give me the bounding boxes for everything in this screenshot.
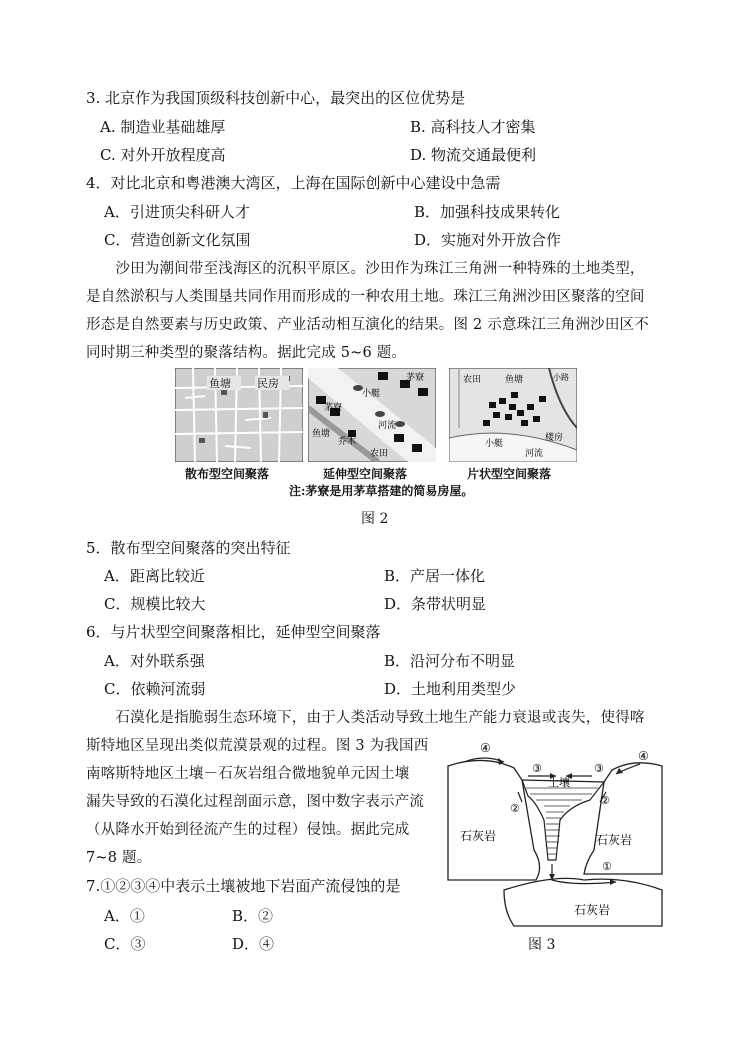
fig2-label-hut-2: 茅寮 bbox=[324, 403, 343, 413]
karst-profile-diagram bbox=[444, 740, 668, 928]
q3-option-b: B. 高科技人才密集 bbox=[410, 118, 536, 136]
q4-option-d: D．实施对外开放合作 bbox=[414, 231, 562, 249]
fig3-label-limestone-bottom: 石灰岩 bbox=[574, 903, 611, 917]
fig2-caption-patchy: 片状型空间聚落 bbox=[467, 467, 552, 481]
q7-option-a: A．① bbox=[104, 907, 145, 925]
fig2-note: 注:茅寮是用茅草搭建的简易房屋。 bbox=[289, 484, 474, 498]
passage-line: 石漠化是指脆弱生态环境下，由于人类活动导致土地生产能力衰退或丧失，使得喀 bbox=[86, 710, 645, 726]
fig2-label-fishpond: 鱼塘 bbox=[209, 377, 231, 390]
q7-stem: 7.①②③④中表示土壤被地下岩面产流侵蚀的是 bbox=[86, 877, 401, 895]
fig3p-label-boat: 小艇 bbox=[485, 439, 504, 449]
fig3-label-limestone-left: 石灰岩 bbox=[460, 829, 497, 843]
fig3p-label-fishpond: 鱼塘 bbox=[505, 375, 524, 385]
fig3-label-soil: 土壤 bbox=[548, 776, 570, 789]
fig3p-label-building: 楼房 bbox=[545, 433, 564, 443]
fig3-label-4-left: ④ bbox=[480, 741, 491, 755]
q6-stem: 6．与片状型空间聚落相比，延伸型空间聚落 bbox=[86, 623, 381, 641]
fig3-label-3-left: ③ bbox=[532, 762, 542, 775]
q5-option-a: A．距离比较近 bbox=[104, 567, 205, 585]
q6-option-b: B．沿河分布不明显 bbox=[384, 652, 516, 670]
q3-option-c: C. 对外开放程度高 bbox=[100, 146, 226, 164]
q6-option-a: A．对外联系强 bbox=[104, 652, 205, 670]
fig3-label-3-right: ③ bbox=[594, 762, 604, 775]
passage-line: （从降水开始到径流产生的过程）侵蚀。据此完成 bbox=[86, 822, 410, 838]
q5-option-b: B．产居一体化 bbox=[384, 567, 486, 585]
fig2-caption-scattered: 散布型空间聚落 bbox=[185, 467, 270, 481]
fig2-title: 图 2 bbox=[361, 511, 389, 527]
fig3-label-limestone-right: 石灰岩 bbox=[596, 833, 633, 847]
passage-shatian bbox=[86, 255, 666, 367]
passage-line: 漏失导致的石漠化过程剖面示意，图中数字表示产流 bbox=[86, 794, 425, 810]
passage-line: 斯特地区呈现出类似荒漠景观的过程。图 3 为我国西 bbox=[86, 738, 429, 754]
q4-option-b: B．加强科技成果转化 bbox=[414, 203, 561, 221]
fig3-label-1: ① bbox=[602, 860, 612, 873]
fig2-label-boat: 小艇 bbox=[362, 389, 381, 399]
q5-option-d: D．条带状明显 bbox=[384, 595, 487, 613]
fig2-label-hut-1: 茅寮 bbox=[406, 373, 425, 383]
q6-option-c: C．依赖河流弱 bbox=[104, 680, 206, 698]
fig2-caption-extended: 延伸型空间聚落 bbox=[323, 467, 408, 481]
passage-line: 沙田为潮间带至浅海区的沉积平原区。沙田作为珠江三角洲一种特殊的土地类型， bbox=[86, 261, 645, 277]
extended-settlement-map bbox=[308, 368, 436, 462]
q4-option-a: A．引进顶尖科研人才 bbox=[104, 203, 250, 221]
scattered-settlement-map bbox=[175, 368, 303, 462]
passage-line: 形态是自然要素与历史政策、产业活动相互演化的结果。图 2 示意珠江三角洲沙田区不 bbox=[86, 317, 649, 333]
fig2-label-trees: 乔木 bbox=[338, 437, 357, 447]
q4-stem: 4．对比北京和粤港澳大湾区，上海在国际创新中心建设中急需 bbox=[86, 174, 501, 192]
passage-line: 7~8 题。 bbox=[86, 850, 152, 866]
fig2-label-housing: 民房 bbox=[257, 377, 279, 390]
q3-option-d: D. 物流交通最便利 bbox=[410, 146, 537, 164]
fig2-label-fishpond: 鱼塘 bbox=[312, 429, 331, 439]
q3-option-a: A. 制造业基础雄厚 bbox=[100, 118, 226, 136]
fig3p-label-farmland: 农田 bbox=[463, 375, 482, 385]
q3-stem: 3. 北京作为我国顶级科技创新中心，最突出的区位优势是 bbox=[86, 89, 466, 107]
figure-2 bbox=[175, 368, 585, 500]
fig2-label-farmland: 农田 bbox=[370, 449, 389, 459]
fig3-label-2-right: ② bbox=[600, 794, 610, 807]
fig3-label-4-right: ④ bbox=[638, 749, 649, 763]
passage-line: 同时期三种类型的聚落结构。据此完成 5~6 题。 bbox=[86, 345, 407, 361]
fig3p-label-path: 小路 bbox=[553, 373, 569, 382]
passage-line: 是自然淤积与人类围垦共同作用而形成的一种农用土地。珠江三角洲沙田区聚落的空间 bbox=[86, 289, 645, 305]
q7-option-c: C．③ bbox=[104, 935, 146, 953]
q5-option-c: C．规模比较大 bbox=[104, 595, 206, 613]
q4-option-c: C．营造创新文化氛围 bbox=[104, 231, 251, 249]
q7-option-b: B．② bbox=[232, 907, 274, 925]
fig3-title: 图 3 bbox=[528, 937, 556, 953]
q5-stem: 5．散布型空间聚落的突出特征 bbox=[86, 539, 291, 557]
fig3-label-2-left: ② bbox=[510, 802, 520, 815]
fig2-label-river: 河流 bbox=[378, 421, 397, 431]
q6-option-d: D．土地利用类型少 bbox=[384, 680, 517, 698]
patchy-settlement-map bbox=[449, 368, 577, 462]
q7-option-d: D．④ bbox=[232, 935, 275, 953]
passage-line: 南喀斯特地区土壤－石灰岩组合微地貌单元因土壤 bbox=[86, 766, 410, 782]
fig3p-label-river: 河流 bbox=[525, 449, 544, 459]
